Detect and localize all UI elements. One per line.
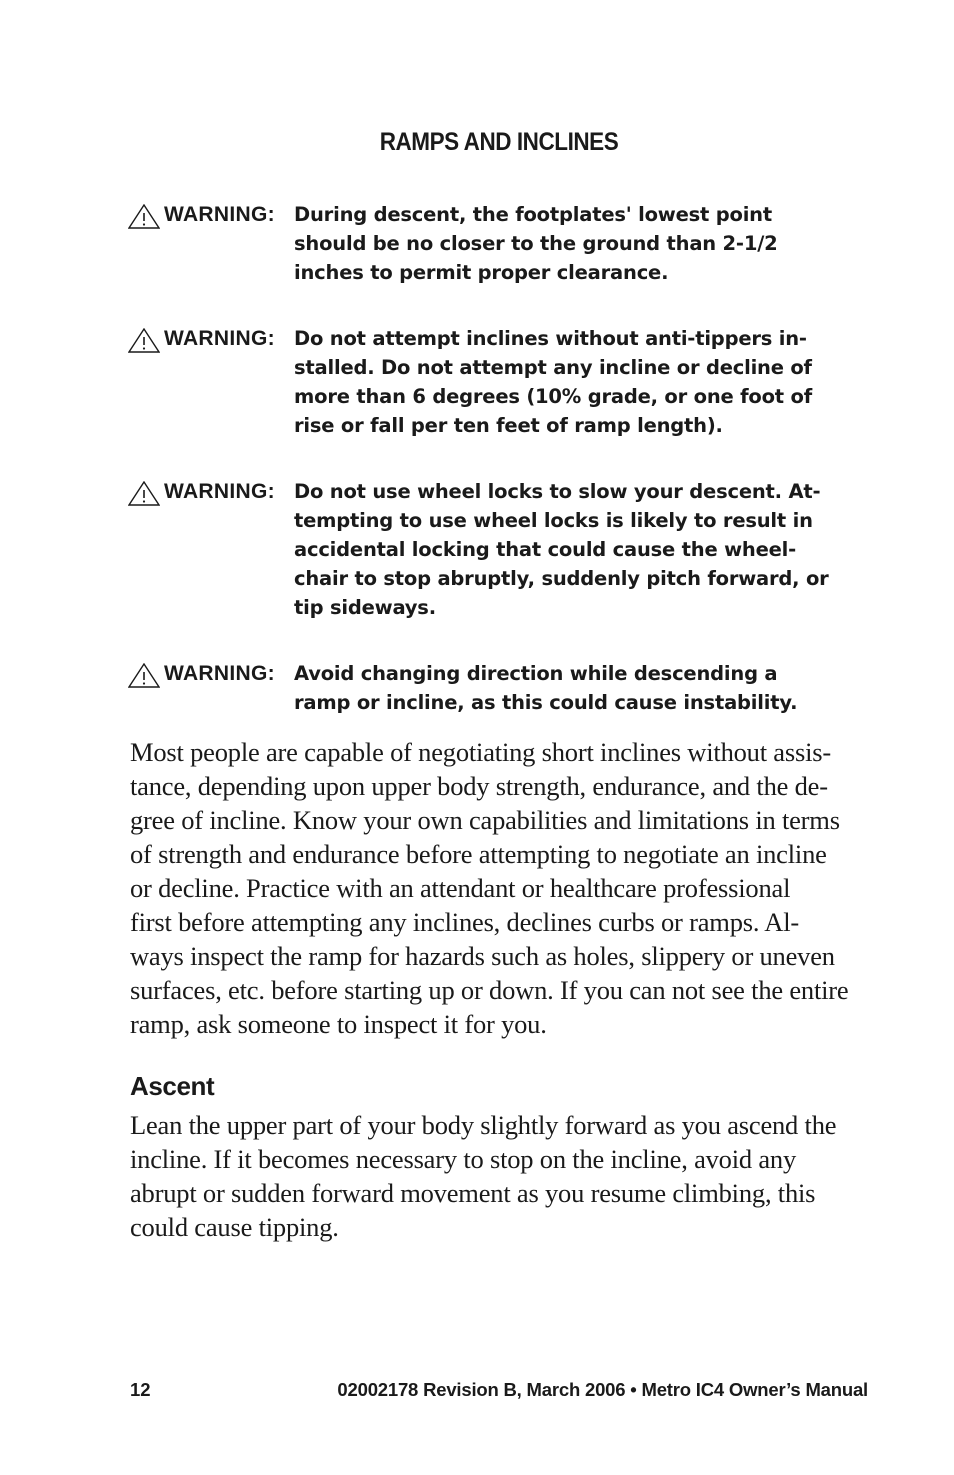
- warning-label: WARNING:: [164, 203, 275, 226]
- paragraph-line: of strength and endurance before attempting to negotiate an incline: [130, 839, 827, 869]
- warning-triangle-icon: [128, 663, 160, 688]
- paragraph-line: Most people are capable of negotiating short inclines without assis-: [130, 737, 831, 767]
- paragraph-line: incline. If it becomes necessary to stop on the incline, avoid any: [130, 1144, 797, 1174]
- warning-block: [128, 477, 868, 622]
- warning-text: [294, 324, 872, 440]
- warning-triangle-icon: [128, 204, 160, 229]
- warning-line: accidental locking that could cause the wheel-: [294, 538, 797, 561]
- warning-line: tempting to use wheel locks is likely to result in: [294, 509, 813, 532]
- warning-line: During descent, the footplates' lowest point: [294, 203, 772, 226]
- warning-text: [294, 200, 872, 287]
- paragraph-line: ways inspect the ramp for hazards such as holes, slippery or uneven: [130, 941, 835, 971]
- warning-label: WARNING:: [164, 327, 275, 350]
- paragraph-line: abrupt or sudden forward movement as you resume climbing, this: [130, 1178, 816, 1208]
- warning-block: [128, 659, 868, 717]
- warning-line: chair to stop abruptly, suddenly pitch forward, or: [294, 567, 829, 590]
- warning-line: Do not use wheel locks to slow your descent. At-: [294, 480, 821, 503]
- warning-line: stalled. Do not attempt any incline or decline of: [294, 356, 812, 379]
- page-number: 12: [130, 1379, 151, 1400]
- warning-line: rise or fall per ten feet of ramp length).: [294, 414, 723, 437]
- warning-line: should be no closer to the ground than 2-1/2: [294, 232, 778, 255]
- ascent-paragraph: [130, 1108, 870, 1244]
- warning-triangle-icon: [128, 328, 160, 353]
- warning-line: Avoid changing direction while descending a: [294, 662, 778, 685]
- intro-paragraph: [130, 735, 870, 1041]
- warning-line: tip sideways.: [294, 596, 436, 619]
- paragraph-line: Lean the upper part of your body slightly forward as you ascend the: [130, 1110, 837, 1140]
- warning-block: [128, 200, 868, 287]
- warning-triangle-icon: [128, 481, 160, 506]
- paragraph-line: could cause tipping.: [130, 1212, 339, 1242]
- paragraph-line: gree of incline. Know your own capabilities and limitations in terms: [130, 805, 840, 835]
- paragraph-line: or decline. Practice with an attendant or healthcare professional: [130, 873, 791, 903]
- section-title: RAMPS AND INCLINES: [379, 128, 619, 156]
- warning-line: Do not attempt inclines without anti-tippers in-: [294, 327, 807, 350]
- warning-label: WARNING:: [164, 480, 275, 503]
- warning-block: [128, 324, 868, 440]
- warning-line: ramp or incline, as this could cause instability.: [294, 691, 798, 714]
- warning-text: [294, 659, 872, 717]
- paragraph-line: surfaces, etc. before starting up or down. If you can not see the entire: [130, 975, 849, 1005]
- paragraph-line: first before attempting any inclines, declines curbs or ramps. Al-: [130, 907, 799, 937]
- ascent-heading: Ascent: [130, 1071, 215, 1101]
- warning-line: more than 6 degrees (10% grade, or one foot of: [294, 385, 812, 408]
- warning-line: inches to permit proper clearance.: [294, 261, 669, 284]
- footer-doc-info: 02002178 Revision B, March 2006 • Metro IC4 Owner’s Manual: [337, 1379, 868, 1400]
- paragraph-line: ramp, ask someone to inspect it for you.: [130, 1009, 547, 1039]
- paragraph-line: tance, depending upon upper body strength, endurance, and the de-: [130, 771, 828, 801]
- warning-text: [294, 477, 872, 622]
- warning-label: WARNING:: [164, 662, 275, 685]
